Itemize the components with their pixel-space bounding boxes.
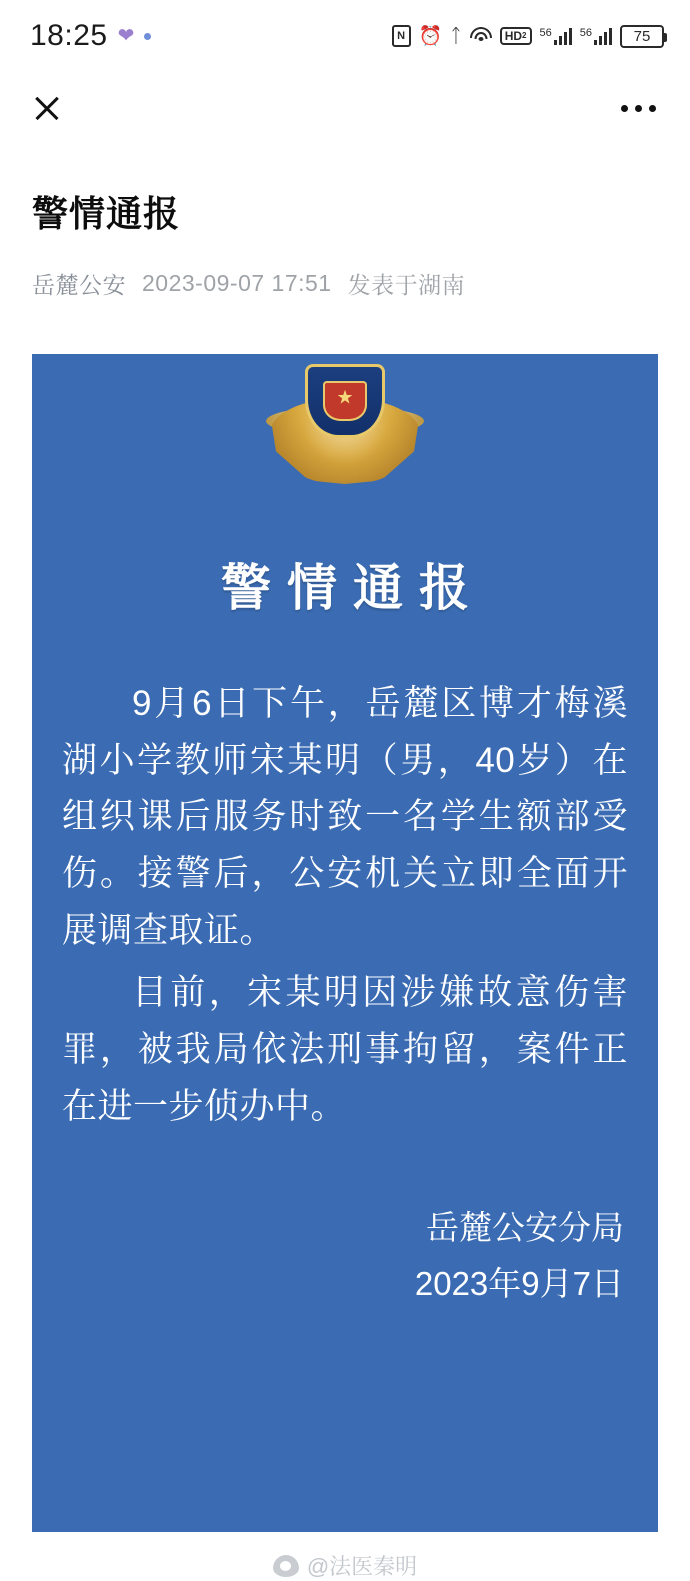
signal-indicator-1 [540,27,572,45]
signal-1-label: 56 [539,27,552,39]
battery-indicator: 75 [620,25,664,48]
page-title: 警情通报 [32,193,181,234]
article-container [0,186,690,1581]
watermark-text: @法医秦明 [306,1554,418,1579]
hd-voice-icon [500,27,532,45]
poster-paragraph: 9月6日下午，岳麓区博才梅溪湖小学教师宋某明（男，40岁）在组织课后服务时致一名学生额部受伤。接警后，公安机关立即全面开展调查取证。 [62,684,628,950]
weibo-icon [273,1555,299,1577]
nfc-icon: N [392,25,411,47]
status-bar [0,0,690,72]
hd-label: HD [504,29,523,43]
police-notice-poster[interactable] [32,354,658,1532]
poster-heading: 警情通报 [221,558,485,617]
wifi-icon [470,27,492,45]
dot-indicator-icon [144,33,151,40]
more-options-icon[interactable] [621,105,656,112]
signal-2-label: 56 [579,27,592,39]
nav-bar [0,72,690,144]
watermark [32,1550,658,1581]
article-datetime: 2023-09-07 17:51 [142,270,332,296]
poster-signer: 岳麓公安分局 [426,1208,624,1246]
poster-sign-date: 2023年9月7日 [414,1264,624,1302]
poster-signature [62,1200,628,1312]
article-location: 发表于湖南 [347,272,466,298]
heart-icon: ❤ [117,25,135,47]
article-meta [32,267,658,300]
status-bar-right [392,25,664,48]
poster-paragraph: 目前，宋某明因涉嫌故意伤害罪，被我局依法刑事拘留，案件正在进一步侦办中。 [62,973,628,1126]
signal-1-bars [554,27,572,45]
signal-2-bars [594,27,612,45]
signal-indicator-2 [580,27,612,45]
poster-body [62,676,628,1136]
hd-sublabel: 2 [522,31,527,40]
close-icon[interactable] [30,91,64,125]
police-emblem-icon [270,354,420,494]
article-author[interactable]: 岳麓公安 [32,272,126,298]
status-bar-left [30,19,151,53]
bluetooth-icon: ᛏ [450,25,462,47]
status-time: 18:25 [30,19,108,52]
alarm-icon: ⏰ [418,25,443,47]
